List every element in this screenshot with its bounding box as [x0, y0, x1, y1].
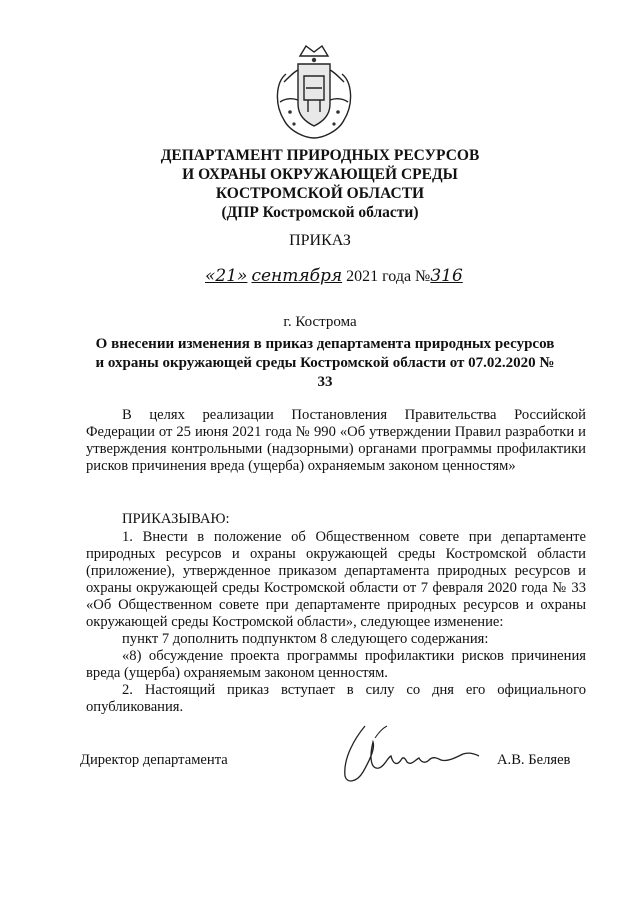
item-1-text: «8) обсуждение проекта программы профилактики рисков причинения вреда (ущерба) охраняемым законом ценностям.: [86, 648, 586, 681]
header-line-2: И ОХРАНЫ ОКРУЖАЮЩЕЙ СРЕДЫ: [182, 166, 458, 183]
handwritten-signature: [335, 718, 485, 788]
header-line-3: КОСТРОМСКОЙ ОБЛАСТИ: [215, 185, 425, 202]
order-year-text: 2021 года №: [346, 268, 431, 285]
item-1-sub: пункт 7 дополнить подпунктом 8 следующего содержания:: [122, 631, 489, 647]
intro-paragraph: В целях реализации Постановления Правительства Российской Федерации от 25 июня 2021 года № 990 «Об утверждении Правил разработки и утверждения контрольными (надзорными) органами программы профилактики рисков причинения вреда (ущерба) охраняемым законом ценностям»: [86, 407, 586, 474]
header-line-4: (ДПР Костромской области): [221, 204, 419, 221]
item-1: 1. Внести в положение об Общественном совете при департаменте природных ресурсов и охраны окружающей среды Костромской области (приложение), утвержденное приказом департамента природных ресурсов и охраны окружающей среды Костромской области от 7 февраля 2020 года № 33 «Об Общественном совете при департаменте природных ресурсов и охраны окружающей среды Костромской области», следующее изменение:: [86, 529, 586, 630]
item-2: 2. Настоящий приказ вступает в силу со дня его официального опубликования.: [86, 682, 586, 715]
department-header: [100, 146, 540, 222]
order-items-block: [86, 511, 586, 716]
order-subject: О внесении изменения в приказ департамента природных ресурсов и охраны окружающей среды Костромской области от 07.02.2020 № 33: [95, 336, 555, 390]
order-title: ПРИКАЗ: [289, 232, 351, 249]
order-date-line: [205, 266, 463, 286]
intro-paragraph-block: [86, 407, 586, 475]
order-month: сентября: [251, 266, 343, 286]
signer-name: А.В. Беляев: [497, 752, 571, 768]
coat-of-arms-emblem: [270, 42, 358, 142]
order-day: «21»: [205, 266, 248, 286]
signer-position: Директор департамента: [80, 752, 228, 768]
order-number: 316: [430, 266, 463, 286]
header-line-1: ДЕПАРТАМЕНТ ПРИРОДНЫХ РЕСУРСОВ: [160, 147, 480, 164]
order-city: г. Кострома: [283, 314, 357, 330]
order-word: ПРИКАЗЫВАЮ:: [122, 511, 230, 527]
